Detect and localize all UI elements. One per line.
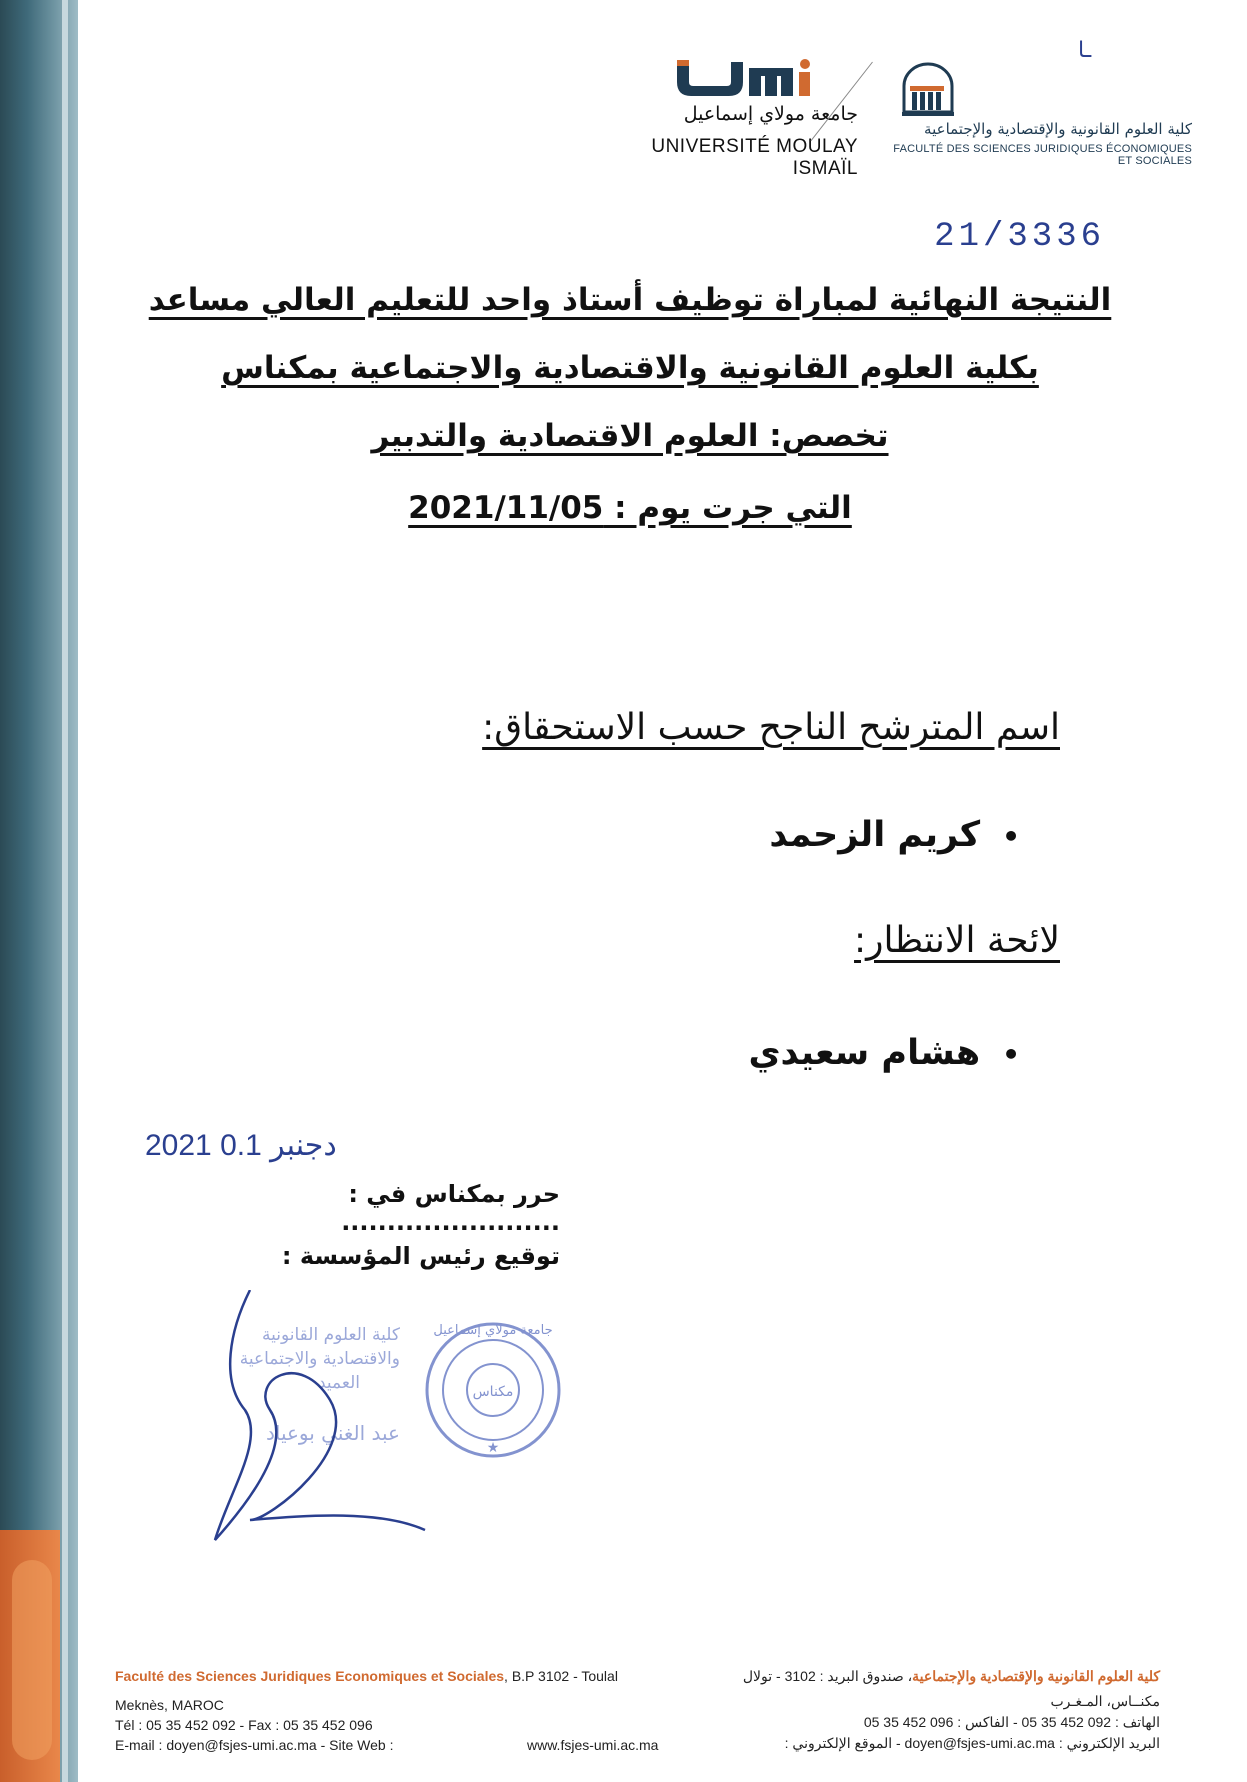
svg-text:مكناس: مكناس: [472, 1384, 514, 1400]
university-name-arabic: جامعة مولاي إسماعيل: [683, 103, 858, 125]
svg-text:كلية العلوم القانونية: كلية العلوم القانونية: [262, 1325, 400, 1345]
svg-text:العميد: العميد: [318, 1373, 360, 1393]
handwritten-corner-mark: ـ‏ا: [1078, 38, 1092, 63]
done-at-line: حرر بمكناس في : ........................: [341, 1180, 560, 1236]
footer-website: www.fsjes-umi.ac.ma: [527, 1737, 659, 1753]
footer-fr-faculty: Faculté des Sciences Juridiques Economiques et Sociales: [115, 1668, 505, 1684]
waiting-name: هشام سعيدي: [748, 1033, 981, 1073]
decorative-side-band: [0, 0, 78, 1782]
svg-text:★: ★: [486, 1440, 500, 1456]
svg-text:عبد الغني بوعياد: عبد الغني بوعياد: [265, 1421, 400, 1445]
waiting-list-heading: لائحة الانتظار:: [854, 920, 1060, 961]
footer-ar-address: [720, 1668, 1160, 1685]
university-name-french: UNIVERSITÉ MOULAY ISMAÏL: [651, 136, 858, 179]
winner-heading: اسم المترشح الناجح حسب الاستحقاق:: [482, 707, 1060, 748]
faculty-emblem-icon: [898, 62, 958, 118]
winner-candidate: [500, 815, 1020, 855]
document-title-line-2: بكلية العلوم القانونية والاقتصادية والاجتماعية بمكناس: [221, 350, 1039, 386]
footer-fr-city: Meknès, MAROC: [115, 1697, 224, 1713]
date-stamp: 2021 دجنبر 0.1: [145, 1129, 337, 1162]
waiting-list-candidate: [500, 1033, 1020, 1073]
bullet: •: [1002, 820, 1020, 853]
document-title-line-1: النتيجة النهائية لمباراة توظيف أستاذ واحد للتعليم العالي مساعد: [148, 282, 1112, 318]
footer-fr-postbox: , B.P 3102 - Toulal: [504, 1668, 618, 1684]
footer-ar-email: البريد الإلكتروني : doyen@fsjes-umi.ac.ma - الموقع الإلكتروني :: [784, 1735, 1160, 1751]
document-title-specialty: تخصص: العلوم الاقتصادية والتدبير: [371, 418, 889, 454]
footer-fr-address: [115, 1668, 715, 1684]
svg-text:جامعة مولاي إسماعيل: جامعة مولاي إسماعيل: [433, 1323, 553, 1338]
document-title-date: التي جرت يوم : 2021/11/05: [408, 490, 852, 526]
university-seal: [427, 1323, 559, 1456]
footer-ar-city: مكنــاس، المـغـرب: [1050, 1693, 1160, 1709]
reference-number-stamp: 21/3336: [934, 218, 1105, 256]
umi-logo: [675, 58, 855, 98]
signature-label: توقيع رئيس المؤسسة :: [281, 1242, 560, 1270]
winner-name: كريم الزحمد: [769, 815, 981, 855]
faculty-name-french: FACULTÉ DES SCIENCES JURIDIQUES ÉCONOMIQUES ET SOCIALES: [893, 143, 1192, 167]
footer-ar-faculty: كلية العلوم القانونية والإقتصادية والإجتماعية: [912, 1668, 1160, 1684]
footer-fr-phone: Tél : 05 35 452 092 - Fax : 05 35 452 096: [115, 1717, 373, 1733]
bullet: •: [1002, 1038, 1020, 1071]
footer-fr-email: E-mail : doyen@fsjes-umi.ac.ma - Site Web :: [115, 1737, 394, 1753]
decorative-orange-band: [0, 1530, 60, 1782]
faculty-name-arabic: كلية العلوم القانونية والإقتصادية والإجتماعية: [924, 120, 1192, 138]
footer-ar-postbox: ، صندوق البريد : 3102 - تولال: [742, 1668, 913, 1684]
footer-ar-phone: الهاتف : 092 452 35 05 - الفاكس : 096 452 35 05: [863, 1714, 1160, 1730]
official-stamp-and-signature: [210, 1290, 570, 1560]
svg-text:والاقتصادية والاجتماعية: والاقتصادية والاجتماعية: [239, 1349, 400, 1369]
